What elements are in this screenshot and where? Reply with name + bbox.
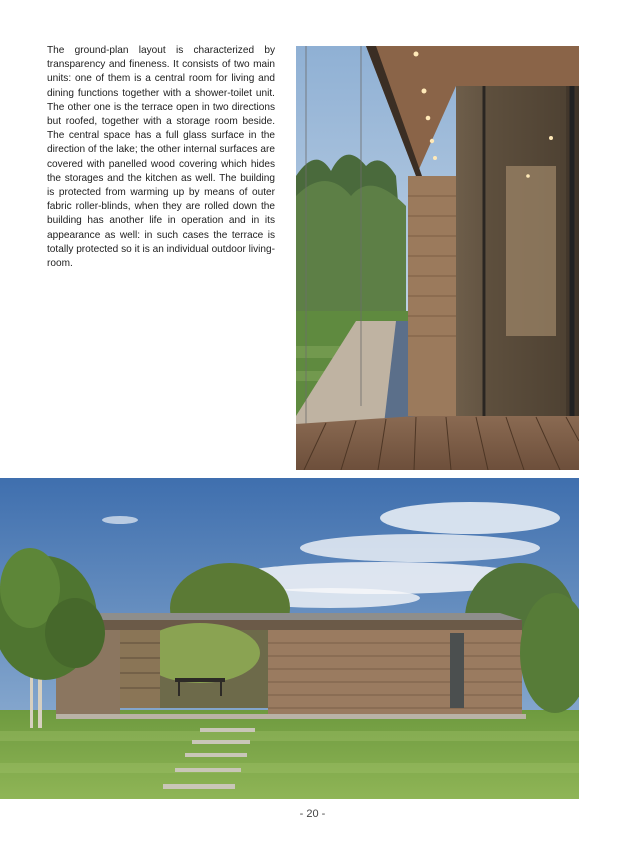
terrace-corner-photo	[296, 46, 579, 470]
pavilion-exterior-illustration	[0, 478, 579, 799]
terrace-corner-illustration	[296, 46, 579, 470]
page-number: - 20 -	[299, 808, 326, 820]
pavilion-exterior-photo	[0, 478, 579, 799]
article-body-text: The ground-plan layout is characterized by transparency and fineness. It consists of two main units: one of them is a central room for living and dining functions together with a shower-toilet unit. The other one is the terrace open in two directions but roofed, together with a storage room beside. The central space has a full glass surface in the direction of the lake; the other internal surfaces are covered with panelled wood covering which hides the storages and the kitchen as well. The building is protected from warming up by means of outer fabric roller-blinds, when they are rolled down the building has another life in operation and in its appearance as well: in such cases the terrace is totally protected so it is an individual outdoor living-room.	[47, 45, 275, 270]
